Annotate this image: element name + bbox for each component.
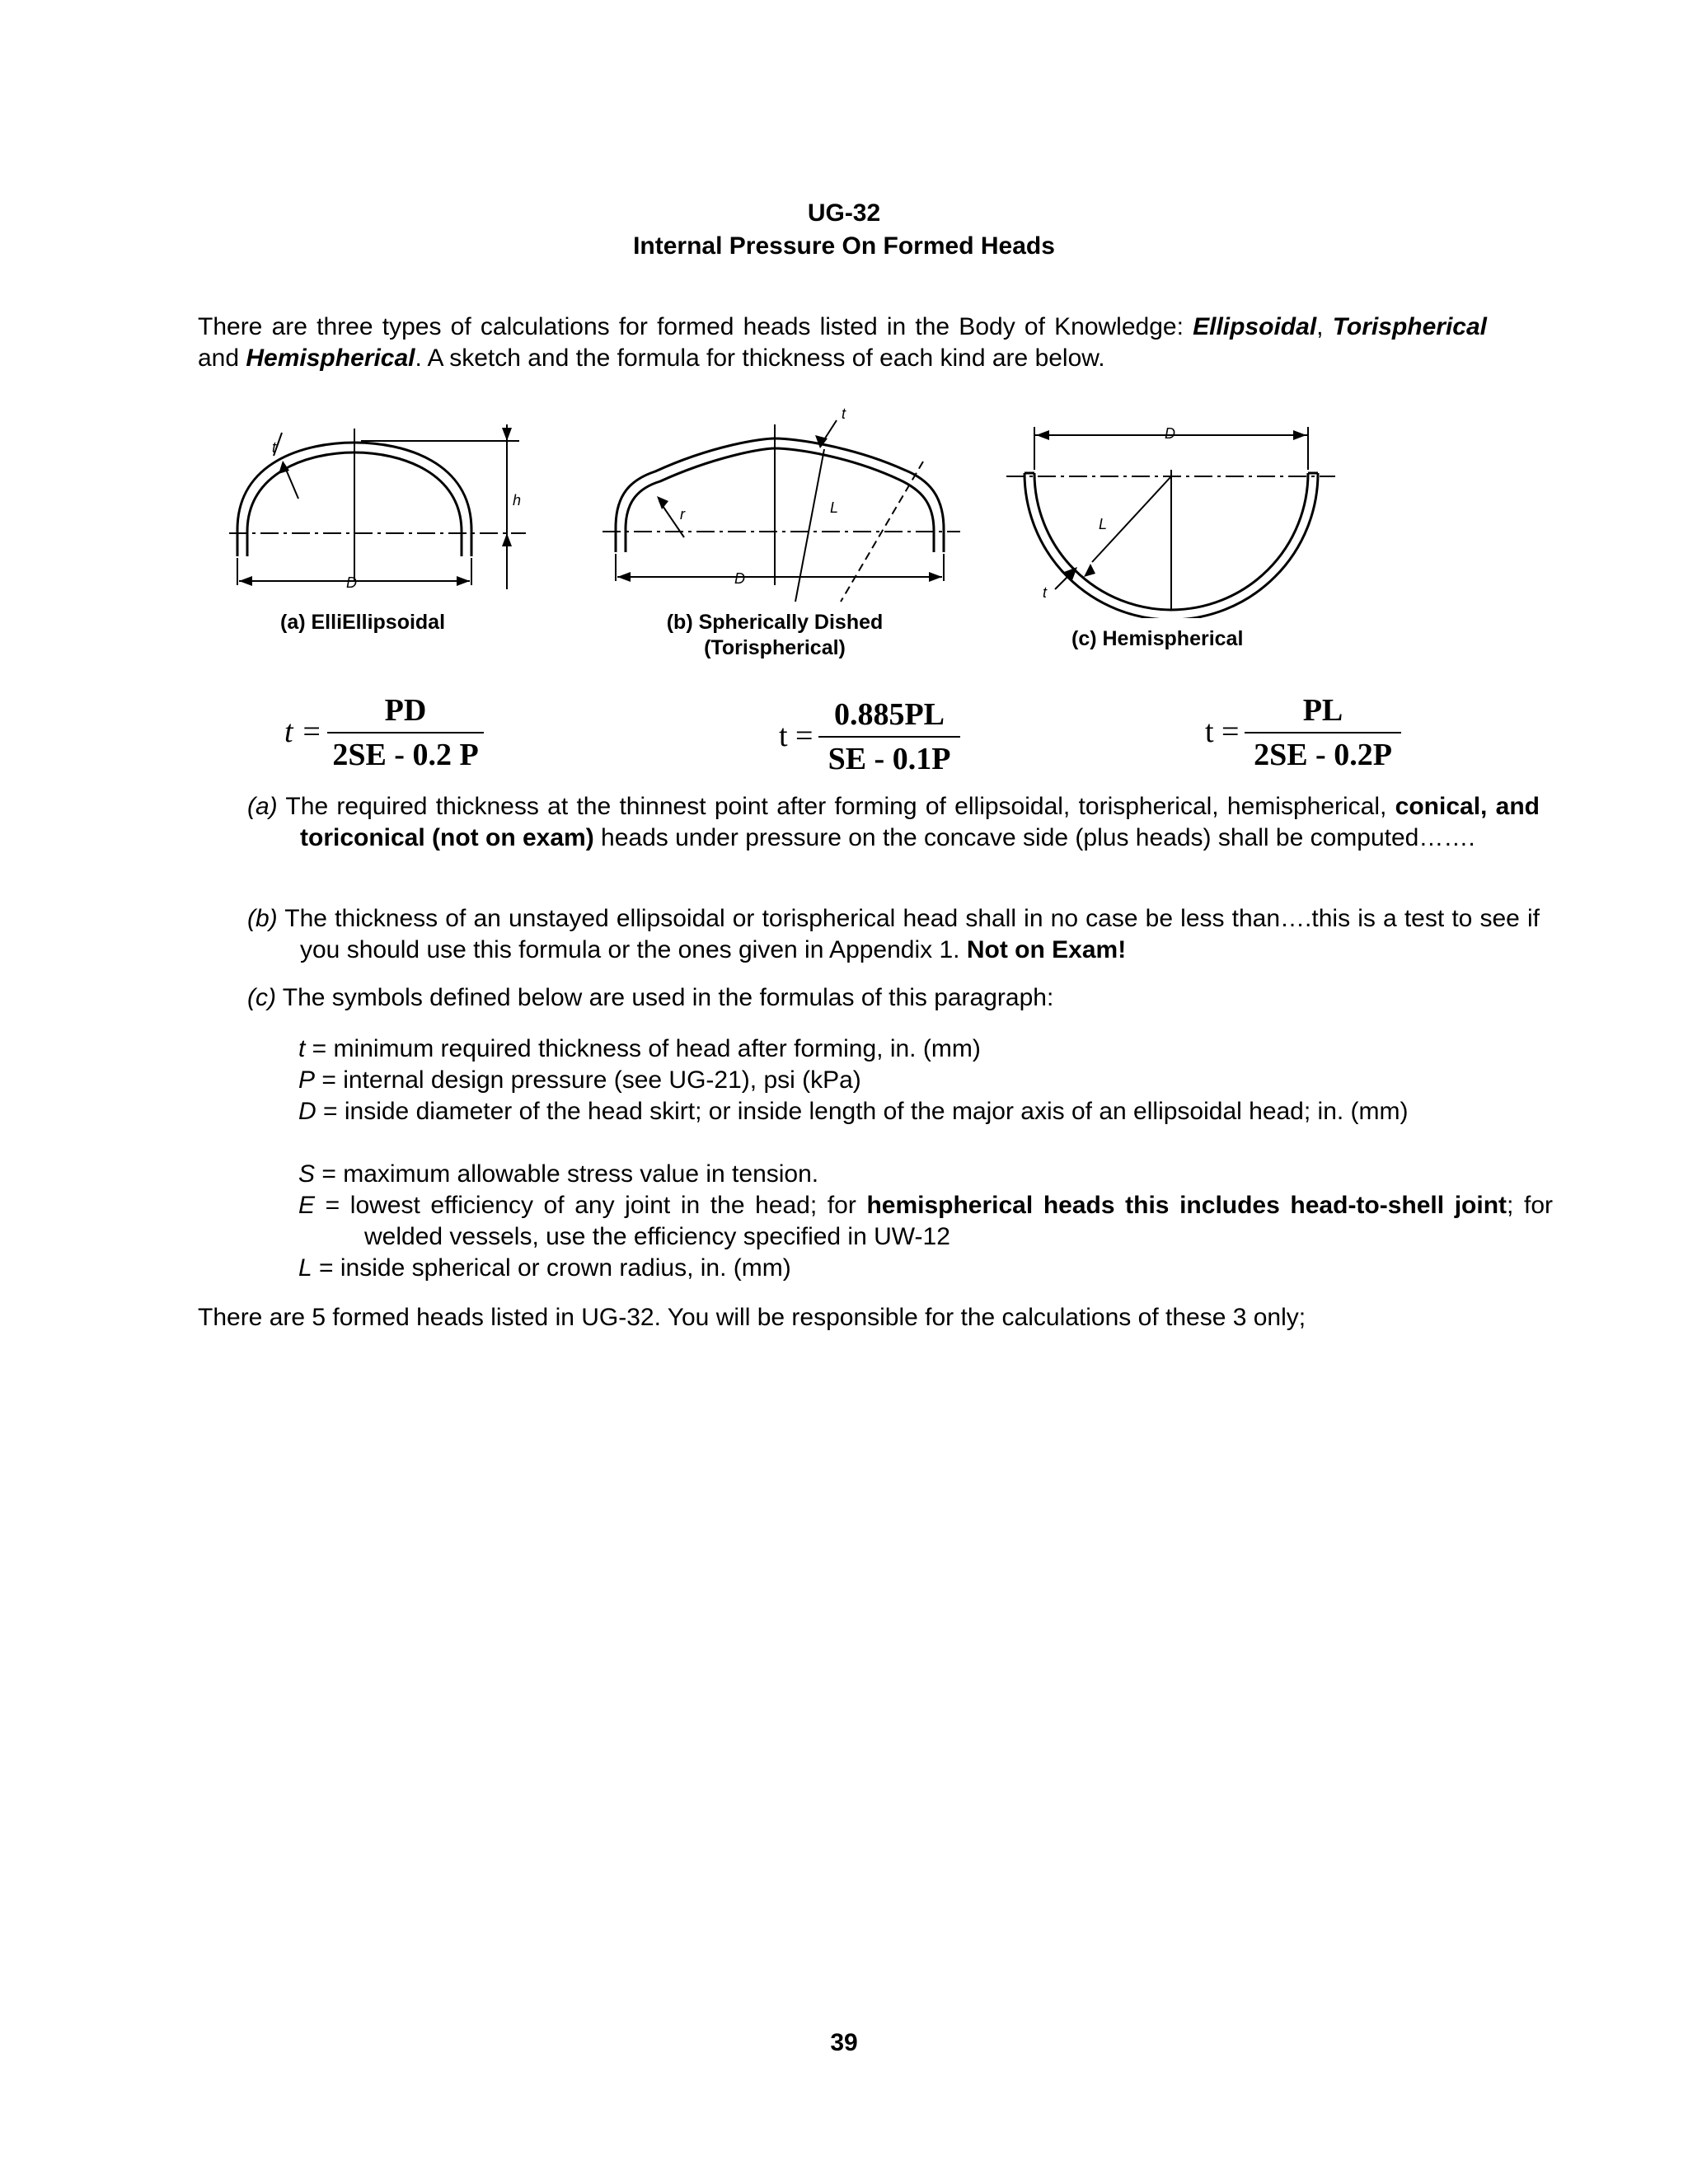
symbol-row [298,1253,1553,1284]
page-title: Internal Pressure On Formed Heads [633,232,1055,260]
formula-b-numerator: 0.885PL [833,697,945,732]
intro-comma: , [1316,313,1324,340]
intro-and: and [198,344,246,372]
symbol-p-definition: = internal design pressure (see UG-21), psi (kPa) [315,1066,861,1094]
item-c-marker: (c) [247,984,276,1011]
formula-hemispherical [1205,692,1411,783]
caption-ellipsoidal: (a) ElliEllipsoidal [280,611,446,634]
intro-paragraph [198,312,1487,374]
closing-paragraph: There are 5 formed heads listed in UG-32. You will be responsible for the calculations of these 3 only; [198,1304,1306,1331]
symbol-e-definition-2: ; for welded vessels, use the efficiency specified in UW-12 [364,1192,1553,1250]
section-code: UG-32 [807,199,881,227]
label-r: r [680,506,685,523]
hemispherical-head-sketch [1001,420,1348,618]
symbol-d: D [298,1098,316,1125]
caption-torispherical-line1: (b) Spherically Dished [666,611,884,634]
item-a-bold: conical, and toriconical (not on exam) [300,793,1540,851]
label-d-a: D [346,574,357,591]
symbol-t-definition: = minimum required thickness of head after forming, in. (mm) [305,1035,981,1062]
item-a-text-1: The required thickness at the thinnest point after forming of ellipsoidal, torispherical, hemispherical, [277,793,1395,820]
intro-hemispherical: Hemispherical [246,344,415,372]
formula-b-lhs: t = [779,719,814,753]
item-c [247,982,1487,1014]
symbol-row [298,1065,1553,1096]
label-d-c: D [1165,425,1175,442]
formula-b-denominator: SE - 0.1P [828,742,951,776]
intro-text-1: There are three types of calculations for formed heads listed in the Body of Knowledge: [198,313,1193,340]
item-b-bold: Not on Exam! [966,936,1127,963]
formula-c-denominator: 2SE - 0.2P [1254,738,1392,772]
symbol-row [298,1096,1553,1127]
item-a-marker: (a) [247,793,278,820]
intro-ellipsoidal: Ellipsoidal [1193,313,1317,340]
formula-a-numerator: PD [384,693,427,728]
symbol-row [298,1033,1553,1065]
item-b-marker: (b) [247,905,278,932]
formula-c-lhs: t = [1205,715,1240,749]
symbol-row [298,1159,1553,1190]
intro-torispherical: Torispherical [1332,313,1487,340]
caption-torispherical-line2: (Torispherical) [704,636,846,659]
symbol-e-bold: hemispherical heads this includes head-to-shell joint [866,1192,1507,1219]
item-a-text-2: heads under pressure on the concave side (plus heads) shall be computed……. [593,824,1475,851]
symbol-p: P [298,1066,316,1094]
formula-b-bar [818,736,960,738]
label-d-b: D [734,570,745,587]
symbol-e-definition-1: = lowest efficiency of any joint in the head; for [315,1192,867,1219]
label-t-a: t [272,439,277,456]
item-b-text-1: The thickness of an unstayed ellipsoidal or torispherical head shall in no case be less than….this is a test to see if you should use this formula or the ones given in Appendix 1. [277,905,1540,963]
item-b [247,903,1540,966]
caption-torispherical [651,610,898,661]
formula-a-fraction [327,692,484,773]
symbol-s: S [298,1160,316,1188]
label-h: h [513,492,522,509]
formula-torispherical [779,696,968,787]
symbol-e: E [298,1192,316,1219]
label-t-b: t [842,405,846,422]
formula-ellipsoidal [284,692,490,783]
ellipsoidal-head-sketch [223,416,552,614]
symbol-row [298,1190,1553,1253]
symbol-l: L [298,1254,312,1282]
formula-b-fraction [818,696,960,777]
torispherical-head-sketch [598,404,977,610]
symbol-s-definition: = maximum allowable stress value in tension. [315,1160,819,1188]
formula-a-denominator: 2SE - 0.2 P [332,738,479,772]
intro-text-2: . A sketch and the formula for thickness of each kind are below. [415,344,1105,372]
label-t-c: t [1043,584,1048,601]
label-l-c: L [1099,516,1108,532]
formula-c-numerator: PL [1302,693,1343,728]
page-number: 39 [830,2029,858,2056]
caption-hemispherical: (c) Hemispherical [1071,627,1244,650]
item-c-text-1: The symbols defined below are used in the formulas of this paragraph: [275,984,1054,1011]
item-a [247,791,1540,854]
symbol-l-definition: = inside spherical or crown radius, in. (mm) [312,1254,791,1282]
formula-c-fraction [1245,692,1401,773]
formula-a-lhs: t = [284,715,322,749]
formula-a-bar [327,732,484,733]
symbol-t: t [298,1035,306,1062]
label-l-b: L [830,499,839,516]
symbol-d-definition: = inside diameter of the head skirt; or inside length of the major axis of an ellipsoidal head; in. (mm) [316,1098,1409,1125]
formula-c-bar [1245,732,1401,733]
